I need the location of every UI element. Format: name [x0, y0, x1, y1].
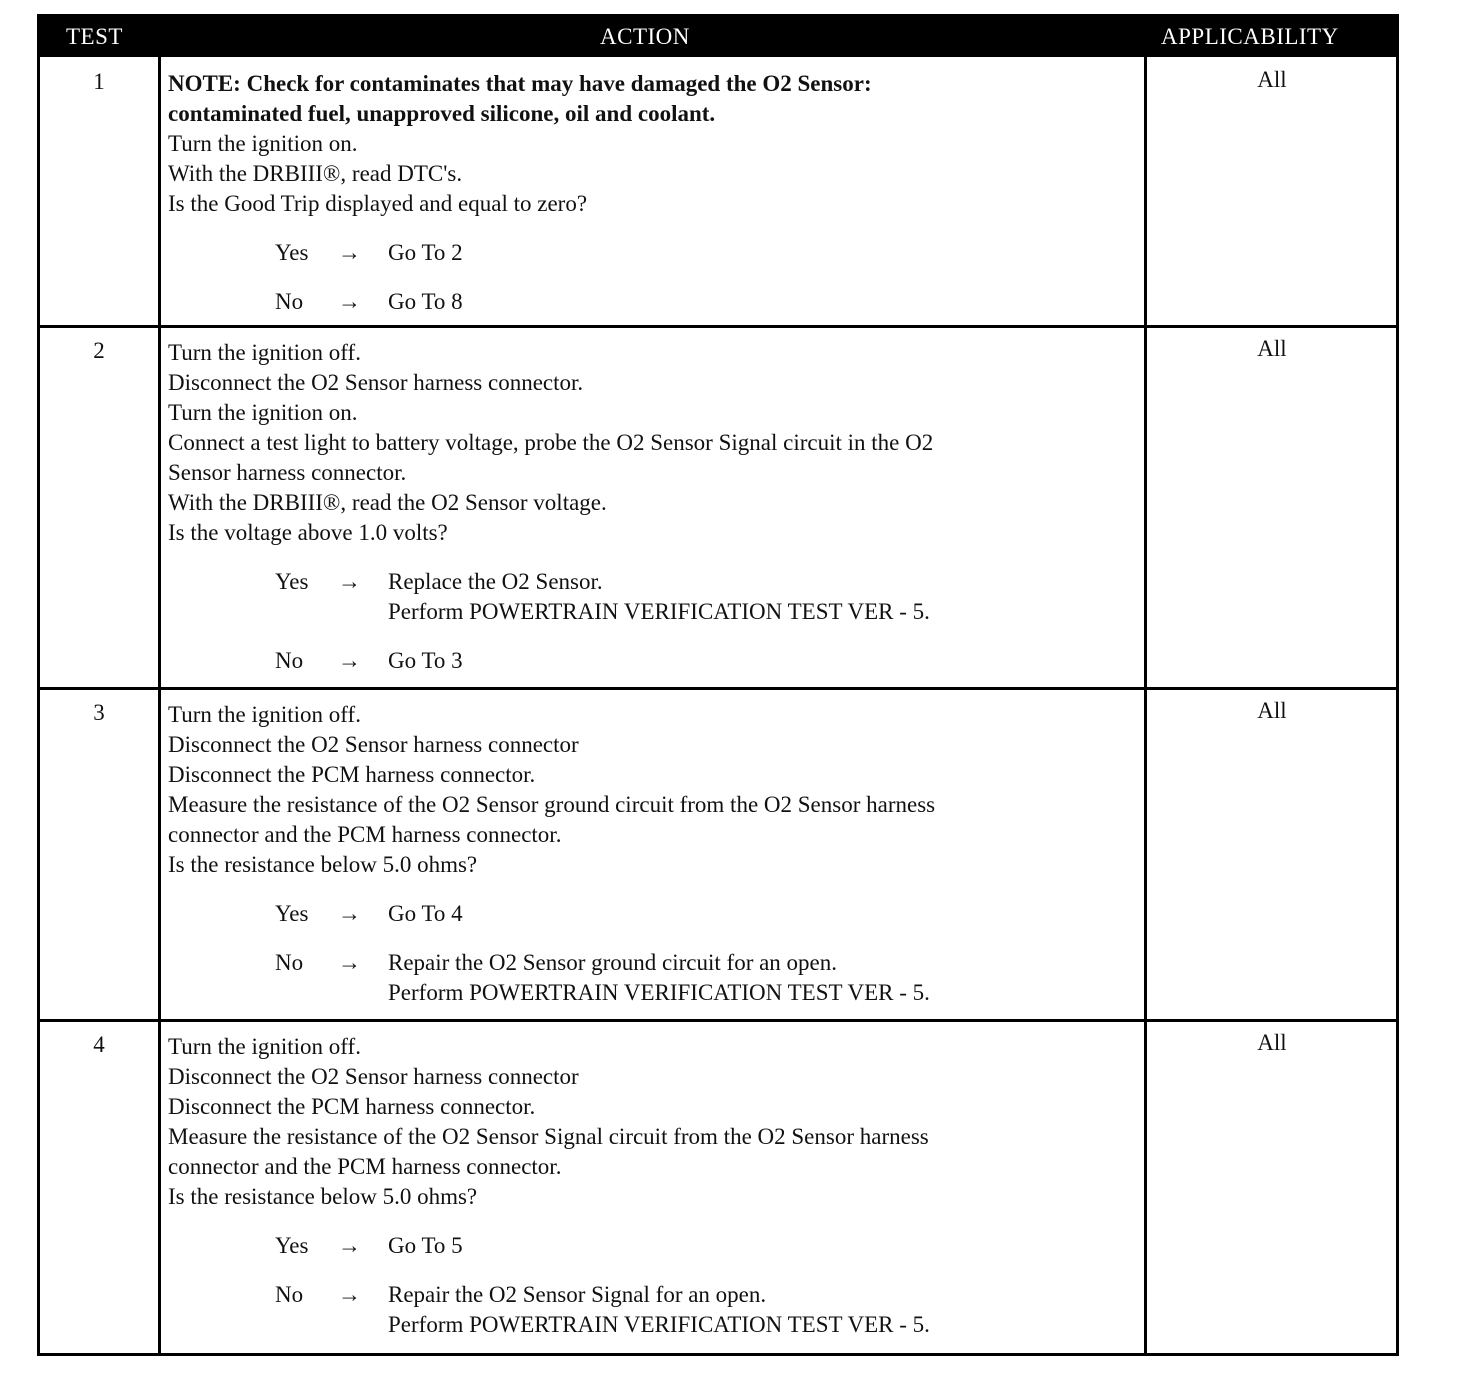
arrow-icon: →	[338, 1233, 361, 1258]
arrow-icon: →	[338, 289, 361, 314]
test-number: 1	[93, 69, 105, 94]
action-step: Connect a test light to battery voltage, probe the O2 Sensor Signal circuit in the O2	[168, 430, 934, 455]
note-text: NOTE: Check for contaminates that may have damaged the O2 Sensor:	[168, 71, 872, 96]
result-line: Go To 3	[388, 648, 463, 673]
applicability-value: All	[1257, 1030, 1287, 1055]
action-step: Measure the resistance of the O2 Sensor Signal circuit from the O2 Sensor harness	[168, 1124, 929, 1149]
result-line: Repair the O2 Sensor ground circuit for an open.	[388, 950, 838, 975]
row-divider	[40, 325, 1396, 328]
arrow-icon: →	[338, 1282, 361, 1307]
no-result	[388, 948, 930, 1008]
yes-label: Yes	[275, 1233, 309, 1258]
result-line: Repair the O2 Sensor Signal for an open.	[388, 1282, 767, 1307]
action-cell	[168, 1032, 1148, 1340]
arrow-icon: →	[338, 569, 361, 594]
arrow-icon: →	[338, 950, 361, 975]
row-divider	[40, 687, 1396, 690]
action-cell	[168, 338, 1148, 676]
diagnostic-test-table	[37, 14, 1399, 1356]
result-line: Perform POWERTRAIN VERIFICATION TEST VER - 5.	[388, 599, 930, 624]
action-step: Is the resistance below 5.0 ohms?	[168, 1184, 478, 1209]
table-row	[40, 326, 1396, 688]
no-branch	[168, 646, 1148, 676]
yes-label: Yes	[275, 240, 309, 265]
action-step: Is the Good Trip displayed and equal to zero?	[168, 191, 588, 216]
action-step: Turn the ignition off.	[168, 702, 361, 727]
no-label: No	[275, 289, 304, 314]
no-label: No	[275, 648, 304, 673]
table-row	[40, 1020, 1396, 1353]
yes-result	[388, 1231, 463, 1261]
header-applicability: APPLICABILITY	[1161, 24, 1339, 49]
action-step: Disconnect the O2 Sensor harness connector	[168, 732, 579, 757]
result-line: Perform POWERTRAIN VERIFICATION TEST VER - 5.	[388, 980, 930, 1005]
table-row	[40, 57, 1396, 326]
action-step: Disconnect the PCM harness connector.	[168, 762, 536, 787]
yes-result	[388, 567, 930, 627]
table-row	[40, 688, 1396, 1020]
action-step: Turn the ignition off.	[168, 1034, 361, 1059]
applicability-value: All	[1257, 698, 1287, 723]
no-label: No	[275, 1282, 304, 1307]
action-step: Is the voltage above 1.0 volts?	[168, 520, 448, 545]
test-number: 3	[93, 700, 105, 725]
result-line: Go To 4	[388, 901, 463, 926]
result-line: Replace the O2 Sensor.	[388, 569, 603, 594]
yes-branch	[168, 238, 1148, 268]
result-line: Perform POWERTRAIN VERIFICATION TEST VER - 5.	[388, 1312, 930, 1337]
yes-branch	[168, 1231, 1148, 1261]
yes-result	[388, 238, 463, 268]
action-step: Turn the ignition on.	[168, 131, 358, 156]
action-step: Disconnect the PCM harness connector.	[168, 1094, 536, 1119]
no-branch	[168, 948, 1148, 1008]
action-step: Measure the resistance of the O2 Sensor ground circuit from the O2 Sensor harness	[168, 792, 936, 817]
no-branch	[168, 287, 1148, 317]
result-line: Go To 2	[388, 240, 463, 265]
no-result	[388, 1280, 930, 1340]
action-step: Is the resistance below 5.0 ohms?	[168, 852, 478, 877]
row-divider	[40, 1019, 1396, 1022]
action-step: Disconnect the O2 Sensor harness connector.	[168, 370, 584, 395]
yes-label: Yes	[275, 901, 309, 926]
no-result	[388, 646, 463, 676]
action-step: connector and the PCM harness connector.	[168, 822, 562, 847]
header-test: TEST	[66, 24, 123, 49]
action-step: connector and the PCM harness connector.	[168, 1154, 562, 1179]
yes-branch	[168, 899, 1148, 929]
yes-branch	[168, 567, 1148, 627]
table-header	[40, 17, 1396, 57]
action-step: With the DRBIII®, read the O2 Sensor voltage.	[168, 490, 607, 515]
no-label: No	[275, 950, 304, 975]
action-step: With the DRBIII®, read DTC's.	[168, 161, 463, 186]
action-step: Turn the ignition on.	[168, 400, 358, 425]
note-text: contaminated fuel, unapproved silicone, oil and coolant.	[168, 101, 716, 126]
yes-label: Yes	[275, 569, 309, 594]
action-step: Turn the ignition off.	[168, 340, 361, 365]
yes-result	[388, 899, 463, 929]
action-step: Disconnect the O2 Sensor harness connector	[168, 1064, 579, 1089]
result-line: Go To 5	[388, 1233, 463, 1258]
test-number: 4	[93, 1032, 105, 1057]
applicability-value: All	[1257, 67, 1287, 92]
header-action: ACTION	[600, 24, 690, 49]
test-number: 2	[93, 338, 105, 363]
arrow-icon: →	[338, 901, 361, 926]
arrow-icon: →	[338, 648, 361, 673]
action-cell	[168, 700, 1148, 1008]
applicability-value: All	[1257, 336, 1287, 361]
result-line: Go To 8	[388, 289, 463, 314]
no-result	[388, 287, 463, 317]
arrow-icon: →	[338, 240, 361, 265]
action-step: Sensor harness connector.	[168, 460, 407, 485]
no-branch	[168, 1280, 1148, 1340]
action-cell	[168, 69, 1148, 317]
